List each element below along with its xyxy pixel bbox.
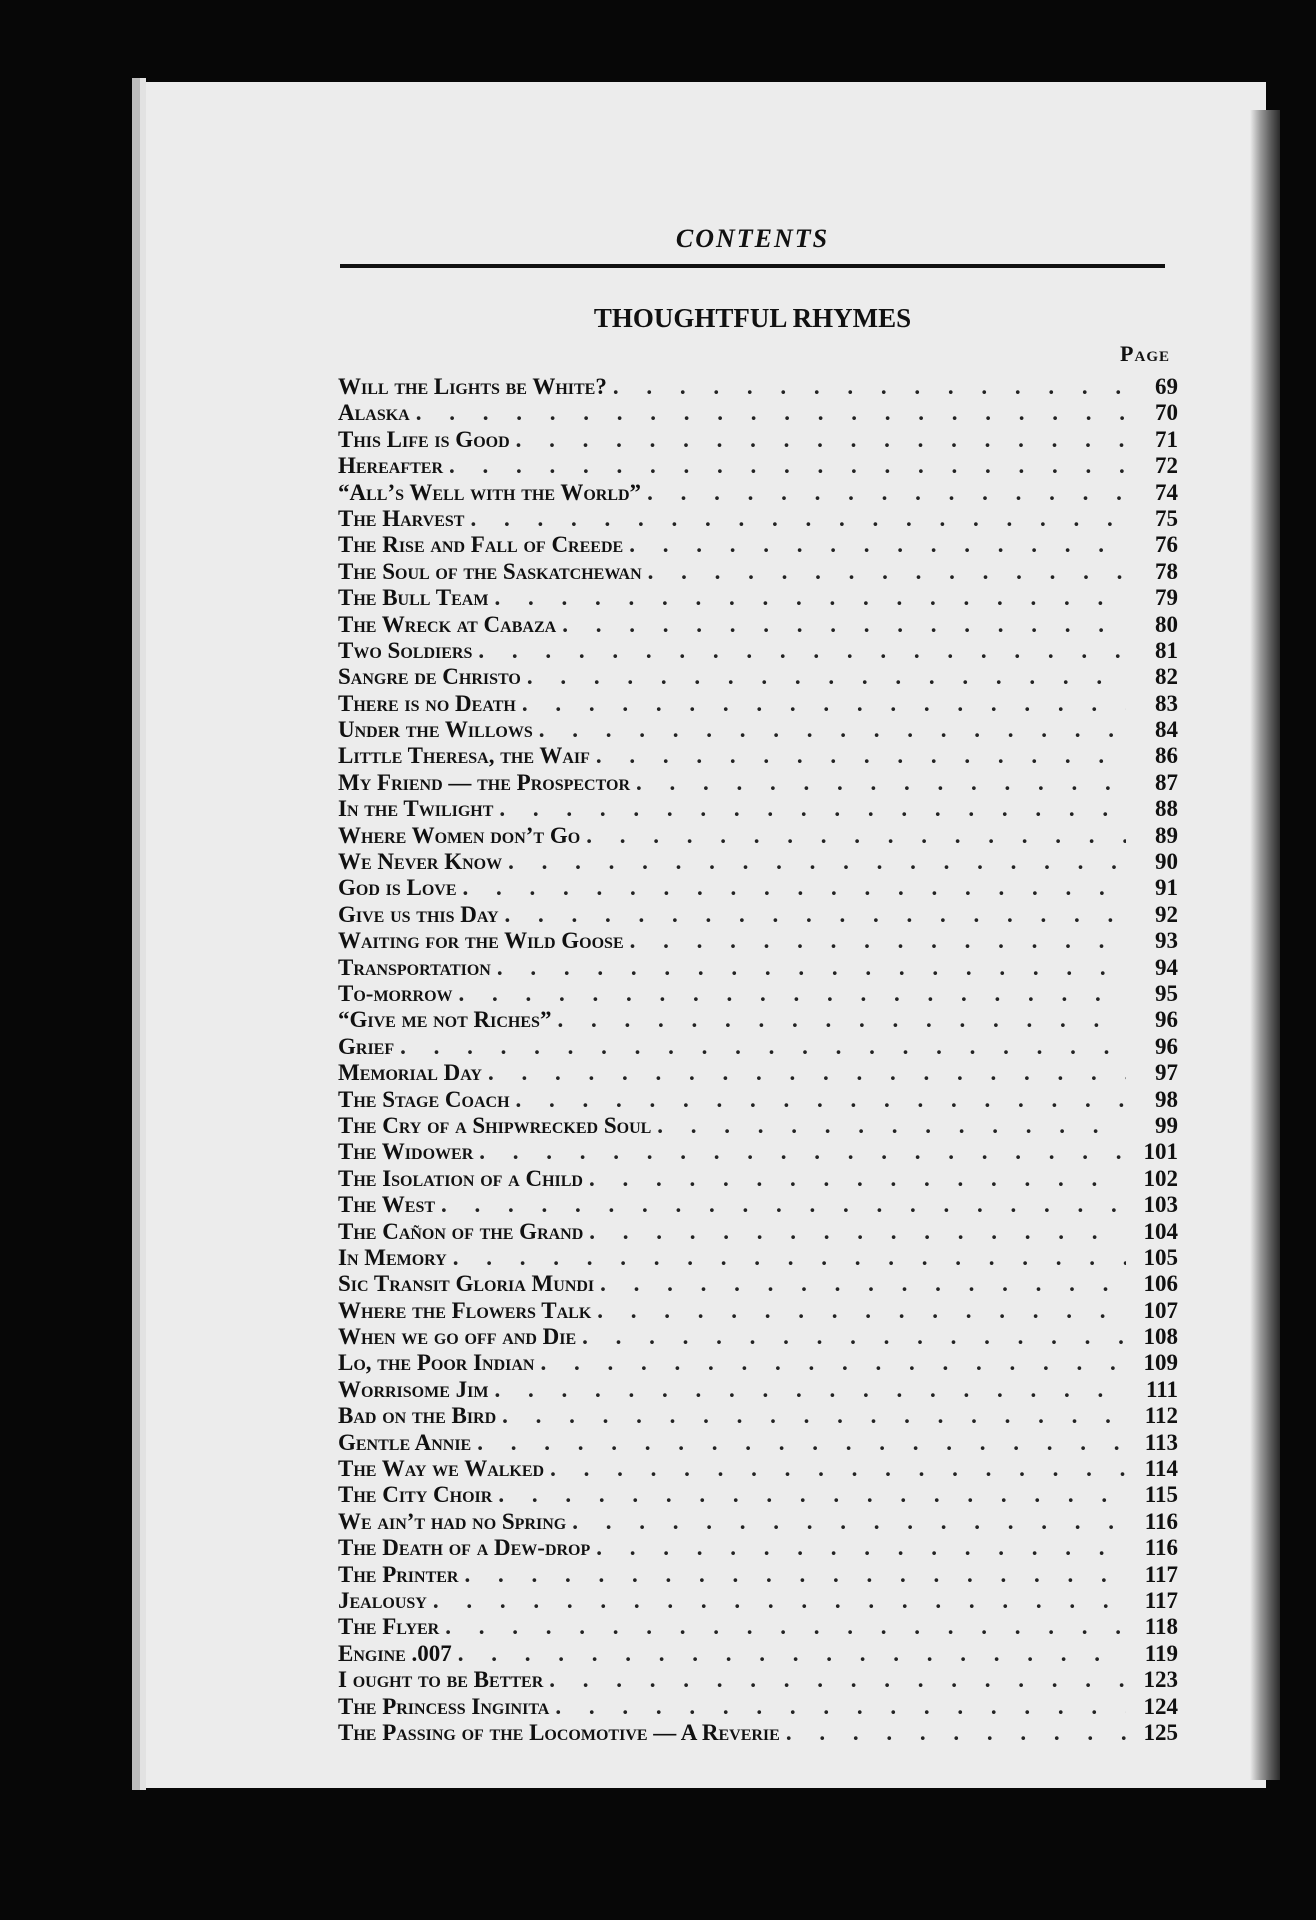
entry-title: Gentle Annie bbox=[338, 1429, 472, 1455]
section-title: THOUGHTFUL RHYMES bbox=[593, 303, 912, 333]
entry-page-number: 70 bbox=[1155, 400, 1178, 426]
entry-title: The Soul of the Saskatchewan bbox=[338, 558, 642, 584]
entry-title: The West bbox=[338, 1192, 436, 1218]
entry-page-number: 105 bbox=[1143, 1244, 1178, 1270]
dot-leader bbox=[556, 612, 1126, 638]
contents-entry bbox=[338, 981, 1178, 1007]
dot-leader bbox=[583, 1166, 1126, 1192]
entry-page-number: 119 bbox=[1144, 1640, 1178, 1666]
contents-entry bbox=[338, 612, 1178, 638]
dot-leader bbox=[488, 585, 1126, 611]
entry-title: Where the Flowers Talk bbox=[338, 1297, 592, 1323]
contents-entry bbox=[338, 796, 1178, 822]
contents-entry bbox=[338, 1324, 1178, 1350]
entry-title: The Way we Walked bbox=[338, 1456, 545, 1482]
entry-title: Jealousy bbox=[338, 1587, 427, 1613]
entry-page-number: 123 bbox=[1143, 1667, 1178, 1693]
entry-title: In the Twilight bbox=[338, 796, 494, 822]
entry-title: The Harvest bbox=[338, 505, 465, 531]
dot-leader bbox=[780, 1720, 1126, 1746]
dot-leader bbox=[447, 1245, 1126, 1271]
contents-entry bbox=[338, 1482, 1178, 1508]
entry-title: The Princess Inginita bbox=[338, 1693, 550, 1719]
dot-leader bbox=[410, 400, 1126, 426]
entry-page-number: 109 bbox=[1143, 1350, 1178, 1376]
contents-entry bbox=[338, 1641, 1178, 1667]
contents-entry bbox=[338, 1350, 1178, 1376]
entry-title: The City Choir bbox=[338, 1482, 493, 1508]
dot-leader bbox=[651, 1113, 1126, 1139]
spine-shadow bbox=[1250, 110, 1280, 1780]
entry-title: “All’s Well with the World” bbox=[338, 479, 642, 505]
dot-leader bbox=[549, 1694, 1126, 1720]
entry-page-number: 91 bbox=[1155, 875, 1178, 901]
contents-entry bbox=[338, 453, 1178, 479]
entry-page-number: 98 bbox=[1155, 1086, 1178, 1112]
dot-leader bbox=[544, 1456, 1126, 1482]
entry-title: There is no Death bbox=[338, 690, 516, 716]
entry-page-number: 99 bbox=[1155, 1112, 1178, 1138]
contents-list bbox=[338, 374, 1178, 1746]
contents-entry bbox=[338, 770, 1178, 796]
entry-page-number: 101 bbox=[1143, 1139, 1178, 1165]
entry-title: I ought to be Better bbox=[338, 1667, 544, 1693]
entry-title: Engine .007 bbox=[338, 1640, 452, 1666]
contents-entry bbox=[338, 1430, 1178, 1456]
contents-entry bbox=[338, 400, 1178, 426]
entry-page-number: 75 bbox=[1155, 505, 1178, 531]
entry-title: The Cañon of the Grand bbox=[338, 1218, 584, 1244]
entry-page-number: 114 bbox=[1144, 1456, 1178, 1482]
contents-entry bbox=[338, 1087, 1178, 1113]
contents-entry bbox=[338, 532, 1178, 558]
dot-leader bbox=[493, 796, 1126, 822]
dot-leader bbox=[439, 1614, 1126, 1640]
entry-page-number: 74 bbox=[1155, 479, 1178, 505]
contents-entry bbox=[338, 691, 1178, 717]
dot-leader bbox=[472, 638, 1126, 664]
contents-entry bbox=[338, 427, 1178, 453]
entry-title: The Bull Team bbox=[338, 585, 489, 611]
dot-leader bbox=[594, 1271, 1126, 1297]
dot-leader bbox=[457, 875, 1126, 901]
contents-entry bbox=[338, 480, 1178, 506]
entry-title: The Flyer bbox=[338, 1614, 440, 1640]
entry-title: Memorial Day bbox=[338, 1060, 482, 1086]
entry-title: Sangre de Christo bbox=[338, 664, 521, 690]
entry-page-number: 80 bbox=[1155, 611, 1178, 637]
entry-page-number: 89 bbox=[1155, 822, 1178, 848]
entry-title: The Rise and Fall of Creede bbox=[338, 532, 624, 558]
entry-title: “Give me not Riches” bbox=[338, 1007, 552, 1033]
entry-title: Worrisome Jim bbox=[338, 1376, 489, 1402]
entry-title: The Death of a Dew-drop bbox=[338, 1535, 591, 1561]
dot-leader bbox=[459, 1562, 1127, 1588]
entry-page-number: 113 bbox=[1144, 1429, 1178, 1455]
dot-leader bbox=[516, 691, 1126, 717]
contents-entry bbox=[338, 1377, 1178, 1403]
entry-title: Two Soldiers bbox=[338, 637, 473, 663]
contents-entry bbox=[338, 717, 1178, 743]
entry-title: The Passing of the Locomotive — A Reverie bbox=[338, 1719, 780, 1745]
entry-title: God is Love bbox=[338, 875, 457, 901]
running-head: CONTENTS bbox=[675, 224, 830, 253]
contents-entry bbox=[338, 374, 1178, 400]
entry-page-number: 88 bbox=[1155, 796, 1178, 822]
header-rule bbox=[340, 264, 1165, 268]
entry-title: Give us this Day bbox=[338, 901, 499, 927]
entry-page-number: 90 bbox=[1155, 849, 1178, 875]
dot-leader bbox=[488, 1377, 1126, 1403]
entry-page-number: 96 bbox=[1155, 1007, 1178, 1033]
entry-page-number: 92 bbox=[1155, 901, 1178, 927]
contents-entry bbox=[338, 638, 1178, 664]
contents-entry bbox=[338, 1007, 1178, 1033]
entry-page-number: 71 bbox=[1155, 426, 1178, 452]
contents-entry bbox=[338, 928, 1178, 954]
entry-page-number: 93 bbox=[1155, 928, 1178, 954]
dot-leader bbox=[471, 1430, 1126, 1456]
entry-page-number: 97 bbox=[1155, 1060, 1178, 1086]
entry-title: My Friend — the Prospector bbox=[338, 769, 630, 795]
entry-title: Hereafter bbox=[338, 453, 444, 479]
dot-leader bbox=[473, 1139, 1126, 1165]
dot-leader bbox=[499, 902, 1126, 928]
dot-leader bbox=[452, 1641, 1126, 1667]
dot-leader bbox=[491, 955, 1126, 981]
dot-leader bbox=[624, 928, 1126, 954]
entry-title: Bad on the Bird bbox=[338, 1403, 497, 1429]
dot-leader bbox=[521, 664, 1126, 690]
entry-page-number: 94 bbox=[1155, 954, 1178, 980]
contents-entry bbox=[338, 1535, 1178, 1561]
entry-title: In Memory bbox=[338, 1244, 447, 1270]
entry-page-number: 84 bbox=[1155, 717, 1178, 743]
contents-entry bbox=[338, 1694, 1178, 1720]
dot-leader bbox=[394, 1034, 1126, 1060]
entry-page-number: 86 bbox=[1155, 743, 1178, 769]
contents-entry bbox=[338, 506, 1178, 532]
entry-title: Sic Transit Gloria Mundi bbox=[338, 1271, 595, 1297]
dot-leader bbox=[534, 1350, 1126, 1376]
entry-title: When we go off and Die bbox=[338, 1324, 577, 1350]
entry-title: Transportation bbox=[338, 954, 491, 980]
entry-title: Little Theresa, the Waif bbox=[338, 743, 590, 769]
entry-page-number: 125 bbox=[1143, 1719, 1178, 1745]
dot-leader bbox=[482, 1060, 1126, 1086]
entry-title: The Wreck at Cabaza bbox=[338, 611, 557, 637]
page-stack-edge bbox=[132, 78, 140, 1790]
entry-title: Lo, the Poor Indian bbox=[338, 1350, 535, 1376]
entry-title: Waiting for the Wild Goose bbox=[338, 928, 624, 954]
entry-title: The Isolation of a Child bbox=[338, 1165, 583, 1191]
entry-page-number: 83 bbox=[1155, 690, 1178, 716]
dot-leader bbox=[590, 743, 1126, 769]
contents-entry bbox=[338, 1219, 1178, 1245]
dot-leader bbox=[580, 823, 1126, 849]
dot-leader bbox=[642, 559, 1126, 585]
contents-entry bbox=[338, 1403, 1178, 1429]
contents-entry bbox=[338, 1667, 1178, 1693]
dot-leader bbox=[464, 506, 1126, 532]
entry-title: We ain’t had no Spring bbox=[338, 1508, 567, 1534]
contents-entry bbox=[338, 902, 1178, 928]
entry-page-number: 87 bbox=[1155, 769, 1178, 795]
dot-leader bbox=[591, 1298, 1126, 1324]
contents-entry bbox=[338, 664, 1178, 690]
entry-page-number: 116 bbox=[1144, 1508, 1178, 1534]
entry-page-number: 102 bbox=[1143, 1165, 1178, 1191]
dot-leader bbox=[641, 480, 1126, 506]
dot-leader bbox=[443, 453, 1126, 479]
contents-entry bbox=[338, 1245, 1178, 1271]
dot-leader bbox=[543, 1667, 1126, 1693]
dot-leader bbox=[607, 374, 1126, 400]
dot-leader bbox=[583, 1219, 1126, 1245]
entry-page-number: 72 bbox=[1155, 453, 1178, 479]
entry-page-number: 104 bbox=[1143, 1218, 1178, 1244]
entry-page-number: 78 bbox=[1155, 558, 1178, 584]
contents-entry bbox=[338, 1588, 1178, 1614]
dot-leader bbox=[435, 1192, 1126, 1218]
entry-page-number: 79 bbox=[1155, 585, 1178, 611]
entry-page-number: 124 bbox=[1143, 1693, 1178, 1719]
entry-title: This Life is Good bbox=[338, 426, 510, 452]
entry-page-number: 108 bbox=[1143, 1324, 1178, 1350]
contents-entry bbox=[338, 1509, 1178, 1535]
contents-entry bbox=[338, 1456, 1178, 1482]
dot-leader bbox=[566, 1509, 1126, 1535]
entry-page-number: 106 bbox=[1143, 1271, 1178, 1297]
entry-title: Alaska bbox=[338, 400, 410, 426]
contents-entry bbox=[338, 823, 1178, 849]
entry-page-number: 112 bbox=[1144, 1403, 1178, 1429]
contents-entry bbox=[338, 875, 1178, 901]
entry-page-number: 103 bbox=[1143, 1192, 1178, 1218]
page-column-label: Page bbox=[1120, 341, 1170, 366]
entry-page-number: 107 bbox=[1143, 1297, 1178, 1323]
entry-title: The Widower bbox=[338, 1139, 474, 1165]
contents-entry bbox=[338, 1614, 1178, 1640]
contents-entry bbox=[338, 1271, 1178, 1297]
entry-title: Under the Willows bbox=[338, 717, 533, 743]
entry-page-number: 81 bbox=[1155, 637, 1178, 663]
entry-page-number: 95 bbox=[1155, 980, 1178, 1006]
entry-title: The Stage Coach bbox=[338, 1086, 510, 1112]
dot-leader bbox=[590, 1535, 1126, 1561]
dot-leader bbox=[492, 1482, 1126, 1508]
entry-title: Will the Lights be White? bbox=[338, 374, 607, 399]
contents-entry bbox=[338, 1298, 1178, 1324]
dot-leader bbox=[510, 427, 1126, 453]
contents-entry bbox=[338, 585, 1178, 611]
entry-title: The Cry of a Shipwrecked Soul bbox=[338, 1112, 652, 1138]
entry-page-number: 115 bbox=[1144, 1482, 1178, 1508]
dot-leader bbox=[551, 1007, 1126, 1033]
contents-entry bbox=[338, 1034, 1178, 1060]
contents-entry bbox=[338, 849, 1178, 875]
contents-entry bbox=[338, 1060, 1178, 1086]
entry-page-number: 69 bbox=[1155, 374, 1178, 399]
contents-entry bbox=[338, 955, 1178, 981]
contents-entry bbox=[338, 1139, 1178, 1165]
contents-entry bbox=[338, 1113, 1178, 1139]
entry-page-number: 117 bbox=[1144, 1587, 1178, 1613]
dot-leader bbox=[427, 1588, 1126, 1614]
dot-leader bbox=[623, 532, 1126, 558]
dot-leader bbox=[502, 849, 1126, 875]
entry-page-number: 111 bbox=[1146, 1376, 1178, 1402]
entry-title: We Never Know bbox=[338, 849, 503, 875]
entry-title: The Printer bbox=[338, 1561, 459, 1587]
entry-page-number: 96 bbox=[1155, 1033, 1178, 1059]
entry-page-number: 117 bbox=[1144, 1561, 1178, 1587]
entry-page-number: 116 bbox=[1144, 1535, 1178, 1561]
dot-leader bbox=[453, 981, 1126, 1007]
entry-page-number: 76 bbox=[1155, 532, 1178, 558]
dot-leader bbox=[533, 717, 1126, 743]
entry-title: Where Women don’t Go bbox=[338, 822, 581, 848]
contents-entry bbox=[338, 743, 1178, 769]
entry-page-number: 118 bbox=[1144, 1614, 1178, 1640]
dot-leader bbox=[630, 770, 1126, 796]
contents-entry bbox=[338, 1166, 1178, 1192]
dot-leader bbox=[576, 1324, 1126, 1350]
contents-entry bbox=[338, 559, 1178, 585]
entry-page-number: 82 bbox=[1155, 664, 1178, 690]
dot-leader bbox=[496, 1403, 1126, 1429]
entry-title: Grief bbox=[338, 1033, 395, 1059]
contents-entry bbox=[338, 1720, 1178, 1746]
entry-title: To-morrow bbox=[338, 980, 453, 1006]
contents-entry bbox=[338, 1192, 1178, 1218]
dot-leader bbox=[510, 1087, 1126, 1113]
contents-entry bbox=[338, 1562, 1178, 1588]
